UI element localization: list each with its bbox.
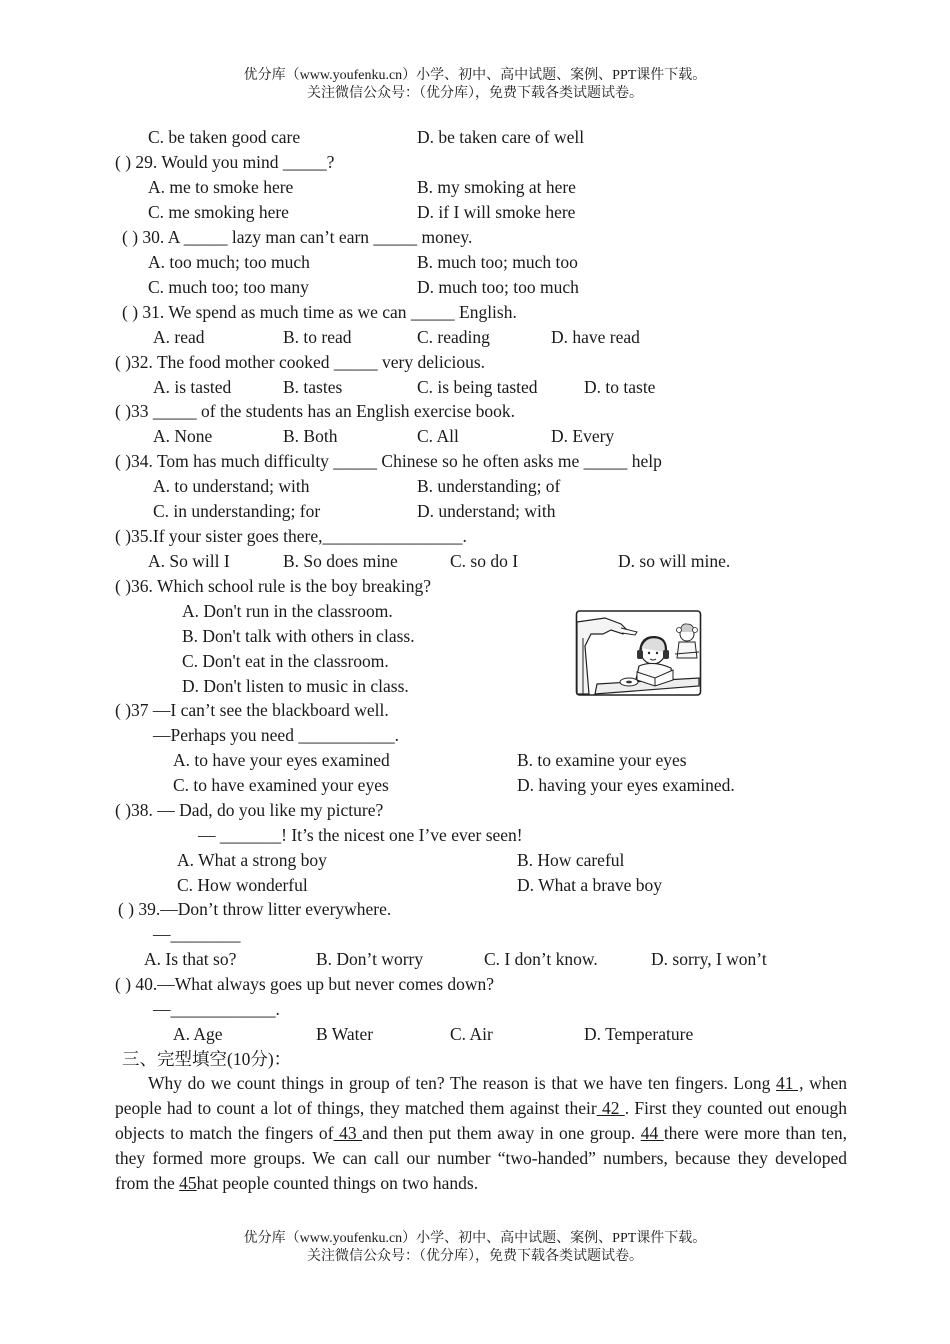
q39-reply: —________ bbox=[153, 924, 241, 944]
q30-option-a: A. too much; too much bbox=[148, 252, 310, 272]
q33-option-b: B. Both bbox=[283, 426, 338, 446]
blank-44: 44 bbox=[640, 1123, 664, 1143]
q36-option-d: D. Don't listen to music in class. bbox=[182, 676, 409, 696]
q37-stem: ( )37 —I can’t see the blackboard well. bbox=[115, 700, 389, 720]
q29-option-d: D. if I will smoke here bbox=[417, 202, 576, 222]
q31-option-d: D. have read bbox=[551, 327, 640, 347]
q37-option-a: A. to have your eyes examined bbox=[173, 750, 390, 770]
q39-option-c: C. I don’t know. bbox=[484, 949, 598, 969]
q37-option-b: B. to examine your eyes bbox=[517, 750, 687, 770]
q32-option-a: A. is tasted bbox=[153, 377, 232, 397]
q32-stem: ( )32. The food mother cooked _____ very delicious. bbox=[115, 352, 486, 372]
header-line-2: 关注微信公众号：（优分库），免费下载各类试题试卷。 bbox=[307, 86, 643, 101]
q37-option-d: D. having your eyes examined. bbox=[517, 775, 735, 795]
q30-option-c: C. much too; too many bbox=[148, 277, 309, 297]
q29-option-b: B. my smoking at here bbox=[417, 177, 576, 197]
q31-stem: ( ) 31. We spend as much time as we can _____ English. bbox=[122, 302, 517, 322]
q40-option-d: D. Temperature bbox=[584, 1024, 694, 1044]
q37-reply: —Perhaps you need ___________. bbox=[153, 725, 399, 745]
q38-option-a: A. What a strong boy bbox=[177, 850, 327, 870]
q40-option-c: C. Air bbox=[450, 1024, 493, 1044]
q33-stem: ( )33 _____ of the students has an English exercise book. bbox=[115, 401, 515, 421]
q31-option-a: A. read bbox=[153, 327, 205, 347]
q36-option-b: B. Don't talk with others in class. bbox=[182, 626, 415, 646]
q38-reply: — _______! It’s the nicest one I’ve ever seen! bbox=[198, 825, 523, 845]
q38-option-d: D. What a brave boy bbox=[517, 875, 662, 895]
blank-45: 45 bbox=[179, 1173, 197, 1193]
q40-option-b: B Water bbox=[316, 1024, 374, 1044]
q35-option-b: B. So does mine bbox=[283, 551, 398, 571]
q29-option-c: C. me smoking here bbox=[148, 202, 289, 222]
q34-stem: ( )34. Tom has much difficulty _____ Chinese so he often asks me _____ help bbox=[115, 451, 662, 471]
q31-option-b: B. to read bbox=[283, 327, 352, 347]
cloze-passage bbox=[115, 1071, 847, 1196]
q30-option-d: D. much too; too much bbox=[417, 277, 579, 297]
q33-option-c: C. All bbox=[417, 426, 459, 446]
footer-line-2: 关注微信公众号：（优分库），免费下载各类试题试卷。 bbox=[307, 1249, 643, 1264]
passage-text-5: there were more than ten, they formed more groups. We can call our number “two-handed” numbers, because they developed from the bbox=[115, 1123, 848, 1193]
q36-option-a: A. Don't run in the classroom. bbox=[182, 601, 393, 621]
q35-option-a: A. So will I bbox=[148, 551, 230, 571]
q39-option-a: A. Is that so? bbox=[144, 949, 237, 969]
blank-43: 43 bbox=[333, 1123, 363, 1143]
q40-option-a: A. Age bbox=[173, 1024, 223, 1044]
passage-text-1: Why do we count things in group of ten? The reason is that we have ten fingers. Long bbox=[148, 1073, 776, 1093]
q30-option-b: B. much too; much too bbox=[417, 252, 578, 272]
passage-text-2: when people had to count a lot of things, they matched them against their bbox=[115, 1073, 848, 1118]
passage-text-3: . First they counted out enough objects to match the fingers of bbox=[115, 1098, 847, 1143]
q28-option-d: D. be taken care of well bbox=[417, 127, 585, 147]
q32-option-b: B. tastes bbox=[283, 377, 343, 397]
blank-41: 41 , bbox=[775, 1073, 804, 1093]
q36-stem: ( )36. Which school rule is the boy breaking? bbox=[115, 576, 432, 596]
q33-option-d: D. Every bbox=[551, 426, 615, 446]
q34-option-b: B. understanding; of bbox=[417, 476, 561, 496]
q38-option-c: C. How wonderful bbox=[177, 875, 308, 895]
q29-option-a: A. me to smoke here bbox=[148, 177, 294, 197]
q34-option-d: D. understand; with bbox=[417, 501, 556, 521]
q38-stem: ( )38. — Dad, do you like my picture? bbox=[115, 800, 384, 820]
q39-stem: ( ) 39.—Don’t throw litter everywhere. bbox=[118, 899, 392, 919]
blank-42: 42 bbox=[596, 1098, 625, 1118]
q39-option-d: D. sorry, I won’t bbox=[651, 949, 767, 969]
q36-option-c: C. Don't eat in the classroom. bbox=[182, 651, 389, 671]
q28-option-c: C. be taken good care bbox=[148, 127, 301, 147]
q35-option-c: C. so do I bbox=[450, 551, 519, 571]
q35-stem: ( )35.If your sister goes there,________________. bbox=[115, 526, 467, 546]
q30-stem: ( ) 30. A _____ lazy man can’t earn _____ money. bbox=[122, 227, 473, 247]
q31-option-c: C. reading bbox=[417, 327, 490, 347]
q33-option-a: A. None bbox=[153, 426, 213, 446]
footer-line-1: 优分库（www.youfenku.cn）小学、初中、高中试题、案例、PPT课件下载。 bbox=[243, 1231, 707, 1246]
q40-stem: ( ) 40.—What always goes up but never comes down? bbox=[115, 974, 495, 994]
header-line-1: 优分库（www.youfenku.cn）小学、初中、高中试题、案例、PPT课件下载。 bbox=[243, 68, 707, 83]
q38-option-b: B. How careful bbox=[517, 850, 625, 870]
q32-option-d: D. to taste bbox=[584, 377, 656, 397]
q29-stem: ( ) 29. Would you mind _____? bbox=[115, 152, 335, 172]
section-3-title: 三、完型填空(10分)： bbox=[122, 1049, 292, 1069]
q32-option-c: C. is being tasted bbox=[417, 377, 538, 397]
q34-option-a: A. to understand; with bbox=[153, 476, 310, 496]
student-with-headphones-illustration bbox=[575, 608, 703, 698]
q40-reply: —____________. bbox=[153, 999, 280, 1019]
passage-text-6: hat people counted things on two hands. bbox=[196, 1173, 479, 1193]
passage-text-4: and then put them away in one group. bbox=[362, 1123, 641, 1143]
q34-option-c: C. in understanding; for bbox=[153, 501, 321, 521]
q37-option-c: C. to have examined your eyes bbox=[173, 775, 389, 795]
q39-option-b: B. Don’t worry bbox=[316, 949, 424, 969]
q35-option-d: D. so will mine. bbox=[618, 551, 731, 571]
